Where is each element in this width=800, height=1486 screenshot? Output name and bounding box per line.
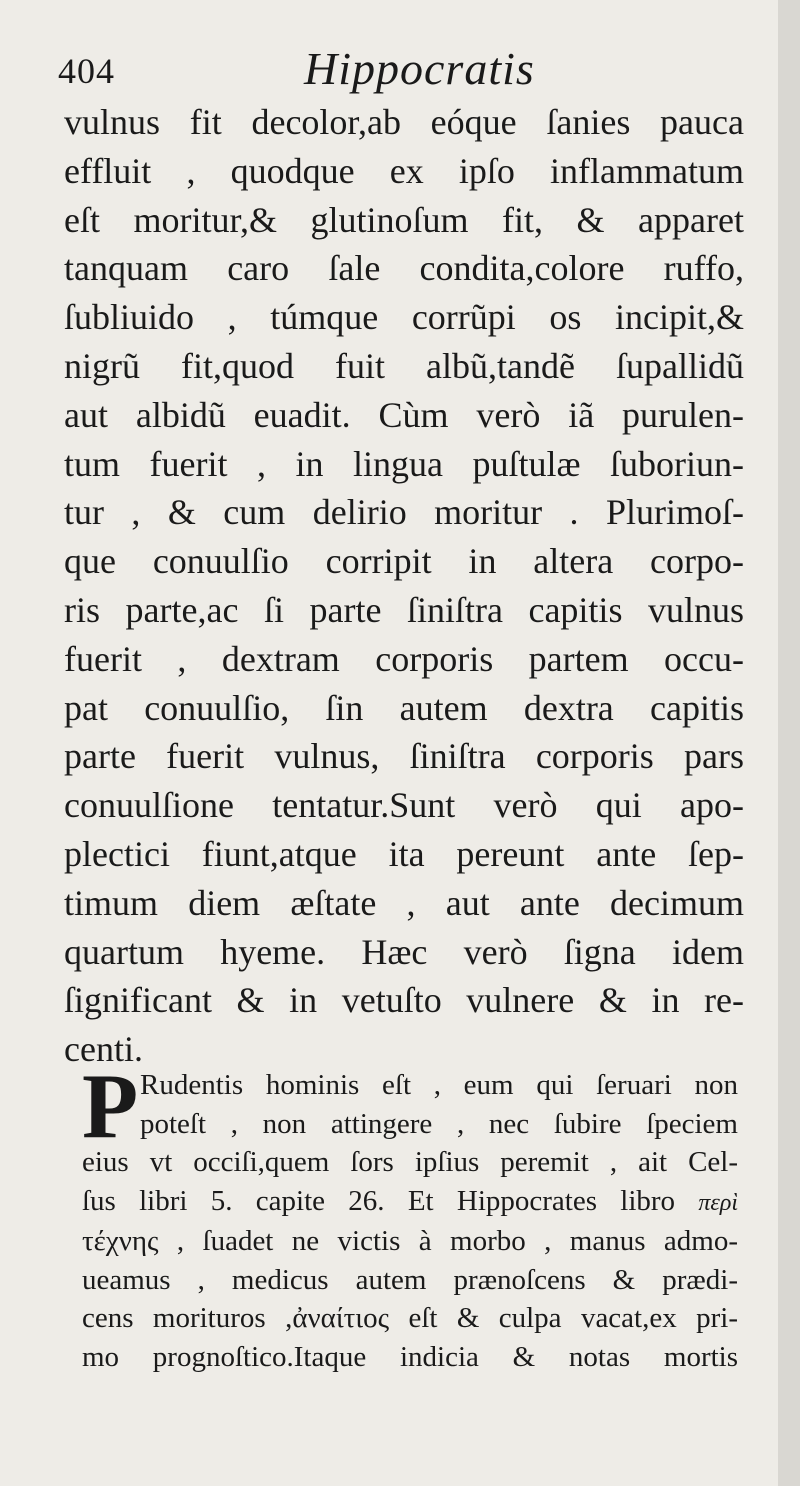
text-line: eius vt occiſi,quem ſors ipſius peremit , ait Cel- (82, 1146, 738, 1178)
text-line: vulnus fit decolor,ab eóque ſanies pauca (64, 102, 744, 142)
page-header (58, 42, 738, 98)
text-line: quartum hyeme. Hæc verò ſigna idem (64, 931, 744, 972)
text-line: ſubliuido , túmque corrũpi os incipit,& (64, 297, 744, 338)
text-line: ſignificant & in vetuſto vulnere & in re- (64, 980, 744, 1021)
text-line: nigrũ fit,quod fuit albũ,tandẽ ſupallidũ (64, 345, 744, 386)
text-line: eſt moritur,& glutinoſum fit, & apparet (64, 199, 744, 240)
text-line-with-greek (82, 1182, 738, 1223)
text-line: tum fuerit , in lingua puſtulæ ſuboriun- (64, 443, 744, 484)
text-line: conuulſione tentatur.Sunt verò qui apo- (64, 785, 744, 826)
drop-cap: P (82, 1055, 139, 1157)
text-line: plectici fiunt,atque ita pereunt ante ſep- (64, 833, 744, 874)
text-line: Rudentis hominis eſt , eum qui ſeruari non (140, 1069, 738, 1101)
text-line: centi. (64, 1029, 143, 1070)
paragraph-2 (82, 1055, 739, 1376)
text-line: effluit , quodque ex ipſo inflammatum (64, 150, 744, 191)
text-line: fuerit , dextram corporis partem occu- (64, 638, 744, 679)
text-segment: ſus libri 5. capite 26. Et Hippocrates libro (82, 1184, 676, 1217)
text-line: mo prognoſtico.Itaque indicia & notas mortis (82, 1340, 738, 1373)
greek-word: περὶ (698, 1189, 739, 1216)
text-line: tur , & cum delirio moritur . Plurimoſ- (64, 492, 744, 533)
text-line: aut albidũ euadit. Cùm verò iã purulen- (64, 394, 744, 435)
page-number: 404 (58, 51, 115, 91)
text-line: pat conuulſio, ſin autem dextra capitis (64, 687, 744, 728)
text-line: ris parte,ac ſi parte ſiniſtra capitis vulnus (64, 589, 744, 630)
text-line: ueamus , medicus autem prænoſcens & prædi- (82, 1263, 738, 1296)
text-line: cens morituros ,ἀναίτιος eſt & culpa vacat,ex pri- (82, 1302, 738, 1334)
text-line: parte fuerit vulnus, ſiniſtra corporis pars (64, 736, 744, 777)
text-line: tanquam caro ſale condita,colore ruffo, (64, 248, 744, 289)
paragraph-2-text (82, 1055, 739, 1376)
text-line: timum diem æſtate , aut ante decimum (64, 882, 744, 923)
text-line: poteſt , non attingere , nec ſubire ſpeciem (140, 1107, 738, 1140)
text-line: τέχνης , ſuadet ne victis à morbo , manus admo- (82, 1225, 738, 1257)
running-title: Hippocratis (304, 43, 535, 94)
paragraph-1 (64, 98, 744, 1074)
text-line: que conuulſio corripit in altera corpo- (64, 541, 744, 582)
